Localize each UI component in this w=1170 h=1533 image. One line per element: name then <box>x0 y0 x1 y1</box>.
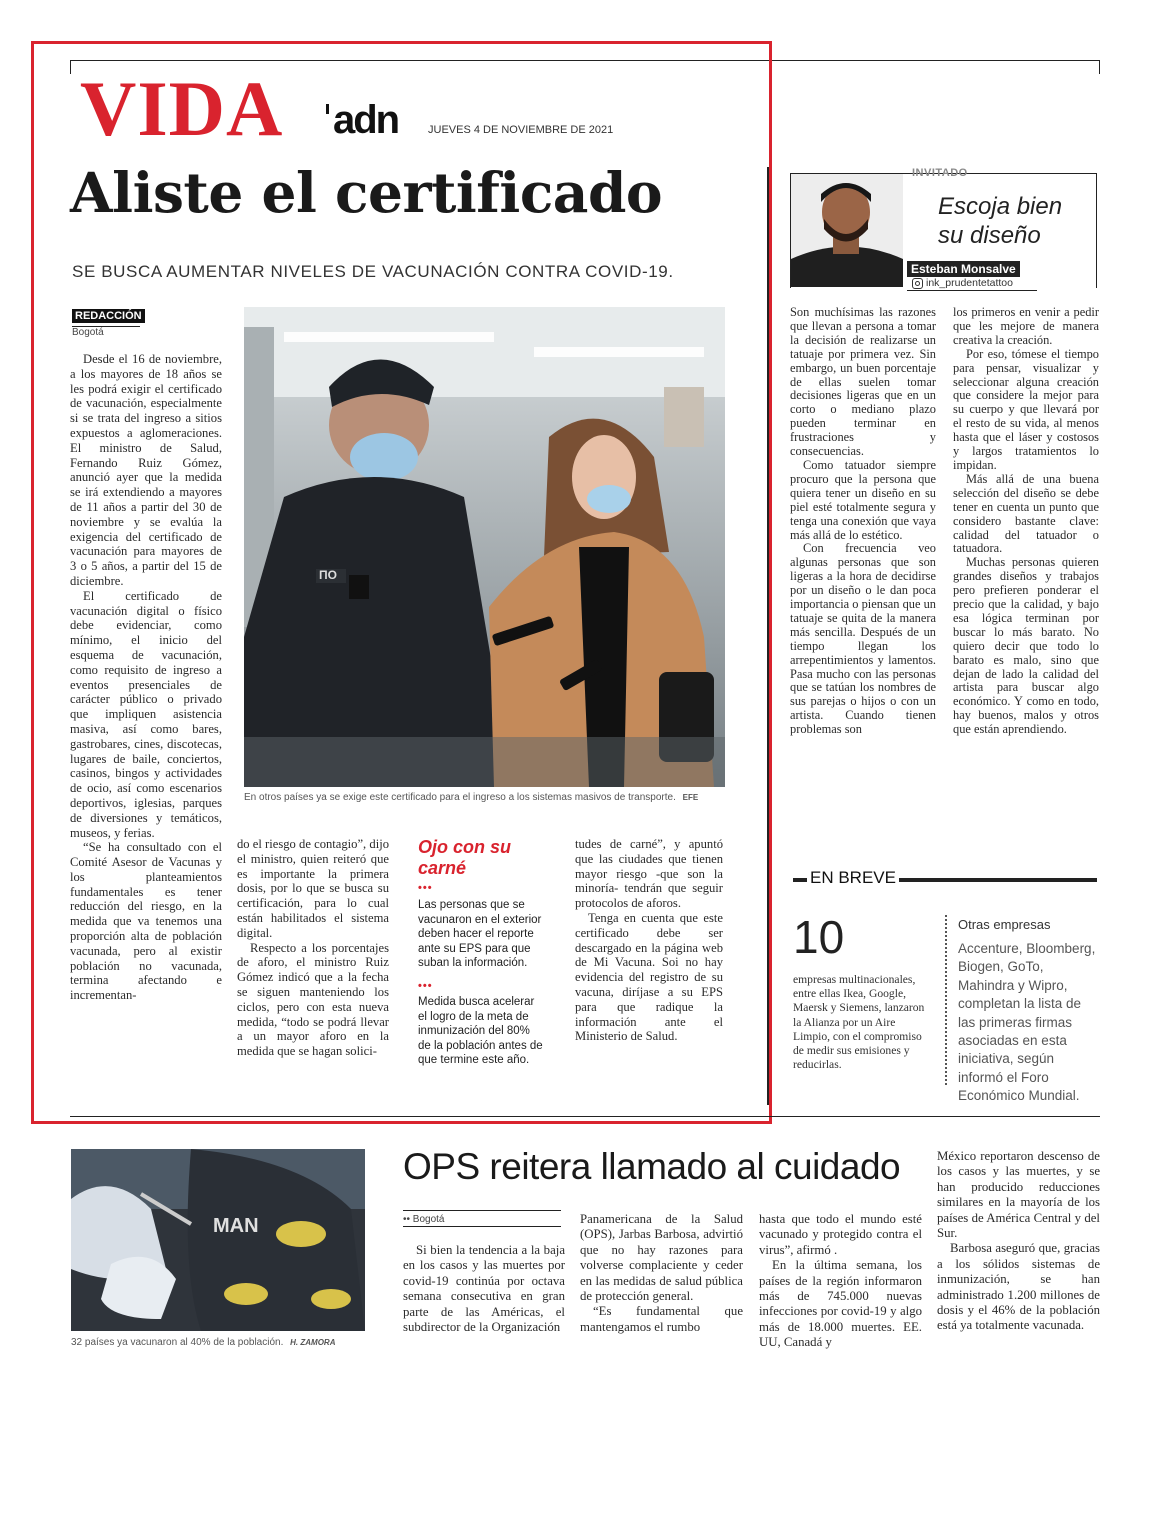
paragraph: Muchas personas quieren grandes diseños y trabajos pero prefieren ponderar el precio que la calidad, y bajo esa lógica terminan por buscar lo más barato. No quiero decir que todo lo barato es malo, sino que dejan de lado la calidad del artista para buscar algo económico. Y como en todo, hay buenos, malos y otros que están aprendiendo. <box>953 555 1099 737</box>
paragraph: El certificado de vacunación digital o físico debe evidenciar, como mínimo, el inicio del esquema de vacunación, como requisito de ingreso a eventos presenciales de carácter público o privado que impliquen asistencia masiva, así como bares, gastrobares, cines, discotecas, lugares de baile, conciertos, casinos, bingos y actividades de ocio, así como escenarios deportivos, iglesias, parques de diversiones y temáticos, museos, y ferias. <box>70 588 222 840</box>
ops-column-1 <box>403 1243 565 1335</box>
sidebar-title: Ojo con su carné <box>418 837 512 878</box>
sidebar-item-2: Medida busca acelerar el logro de la meta de inmunización del 80% de la población antes de que termine este año. <box>418 996 543 1066</box>
paragraph: “Se ha consultado con el Comité Asesor de Vacunas y los planteamientos fundamentales es tener reducción del riesgo, en la medida que va tenemos una proporción alta de población vacunada, pero al existir población no vacunada, termina afectando e incrementan- <box>70 840 222 1003</box>
byline: REDACCIÓN <box>72 309 145 323</box>
caption-text: 32 países ya vacunaron al 40% de la población. <box>71 1337 284 1348</box>
paragraph: Desde el 16 de noviembre, a los mayores de 18 años se les podrá exigir el certificado de vacunación, especialmente si se trata del ingreso a sitios expuestos a aglomeraciones. El ministro de Salud, Fernando Ruiz Gómez, anunció ayer que la medida se irá extendiendo a mayores de 11 años a partir del 30 de noviembre y se evalúa la exigencia del certificado de vacunación para mayores de 3 o 5 años, a partir del 15 de diciembre. <box>70 352 222 588</box>
ops-photo-illustration <box>71 1149 365 1331</box>
ops-column-2 <box>580 1212 743 1335</box>
sidebar-dots: ••• <box>418 882 433 894</box>
sidebar-item-1: Las personas que se vacunaron en el exterior deben hacer el reporte ante su EPS para que suban la información. <box>418 899 542 969</box>
author-photo <box>791 174 903 287</box>
highlight-frame <box>31 41 772 1124</box>
brief-right-text: Accenture, Bloomberg, Biogen, GoTo, Mahindra y Wipro, completan la lista de las primeras firmas asociadas en esta iniciativa, según informó el Foro Económico Mundial. <box>958 941 1096 1104</box>
brief-right-title: Otras empresas <box>958 917 1051 932</box>
author-portrait <box>791 174 903 287</box>
paragraph: hasta que todo el mundo esté vacunado y protegido contra el virus”, afirmó . <box>759 1212 922 1257</box>
ops-caption <box>71 1337 335 1348</box>
ops-column-3 <box>759 1212 922 1351</box>
paragraph: do el riesgo de contagio”, dijo el ministro, quien reiteró que es importante la primera dosis, por lo que se busca su certificación, para lo cual están habilitados el sistema digital. <box>237 837 389 940</box>
photo-credit: EFE <box>682 793 699 802</box>
brief-divider <box>945 915 947 1085</box>
main-subhead: SE BUSCA AUMENTAR NIVELES DE VACUNACIÓN CONTRA COVID-19. <box>72 262 674 281</box>
ops-place-rule <box>403 1226 561 1227</box>
main-headline: Aliste el certificado <box>70 160 663 225</box>
section-rule <box>70 1116 1100 1117</box>
caption-text: En otros países ya se exige este certificado para el ingreso a los sistemas masivos de transporte. <box>244 792 676 803</box>
paragraph: Son muchísimas las razones que llevan a persona a tomar la decisión de realizarse un tatuaje por primera vez. Sin embargo, un buen porcentaje de ellas suelen tomar decisiones ligeras que en un corto o mediano plazo pueden terminar en frustraciones y consecuencias. <box>790 305 936 459</box>
author-handle <box>912 277 1013 289</box>
author-name: Esteban Monsalve <box>907 261 1020 277</box>
ops-place: •• Bogotá <box>403 1214 445 1225</box>
opinion-column-2 <box>953 306 1099 737</box>
brief-text: empresas multinacionales, entre ellas Ikea, Google, Maersk y Siemens, lanzaron la Alianza por un Aire Limpio, con el compromiso de medir sus emisiones y reducirlas. <box>793 973 925 1072</box>
paragraph: “Es fundamental que mantengamos el rumbo <box>580 1304 743 1334</box>
handle-rule <box>907 290 1037 291</box>
enbreve-label: EN BREVE <box>807 868 899 888</box>
handle-text: ink_prudentetattoo <box>926 277 1013 289</box>
paragraph: Tenga en cuenta que este certificado debe ser descargado en la página web de Mi Vacuna. Soi no hay evidencia del registro de su vacuna, diríjase a su EPS para que radique la información ante el Ministerio de Salud. <box>575 910 723 1044</box>
shirt-text: MAN <box>213 1215 259 1237</box>
paragraph: Panamericana de la Salud (OPS), Jarbas Barbosa, advirtió que no hay razones para volverse complaciente y ceder en las medidas de salud pública de protección general. <box>580 1212 743 1304</box>
ops-column-4 <box>937 1149 1100 1334</box>
photo-credit: H. ZAMORA <box>290 1338 336 1347</box>
paragraph: Respecto a los porcentajes de aforo, el ministro Ruiz Gómez indicó que a la fecha se siguen manteniendo los ciclos, pero con esta nueva medida, “todo se podrá llevar a un mayor aforo en la medida que se hagan solici- <box>237 940 389 1059</box>
paragraph: los primeros en venir a pedir que les mejore de manera creativa la creación. <box>953 305 1099 347</box>
paragraph: México reportaron descenso de los casos y las muertes, y se han producido reducciones similares en la mayoría de los países de América Central y del Sur. <box>937 1149 1100 1241</box>
paragraph: Por eso, tómese el tiempo para pensar, visualizar y seleccionar alguna creación que considere la mejor para su cuerpo y que llevará por el resto de su vida, al menos hasta que el láser y costosos y largos tratamientos lo impidan. <box>953 346 1099 472</box>
opinion-title: Escoja bien su diseño <box>938 193 1063 249</box>
brand-logo: adn <box>333 98 399 142</box>
badge-text: ПО <box>319 568 337 582</box>
place-text: Bogotá <box>412 1214 445 1225</box>
brief-number: 10 <box>793 911 845 963</box>
opinion-column-1 <box>790 306 936 737</box>
dateline: JUEVES 4 DE NOVIEMBRE DE 2021 <box>428 124 614 136</box>
instagram-icon <box>912 278 923 289</box>
top-rule-tick-right <box>1099 60 1100 74</box>
dateline-place: Bogotá <box>72 327 104 338</box>
ops-photo <box>71 1149 365 1331</box>
ops-place-rule-top <box>403 1210 561 1211</box>
sidebar-dots: ••• <box>418 980 433 992</box>
paragraph: tudes de carné”, y apuntó que las ciudades que tienen mayor riesgo -que son la minoría- tendrán que seguir protocolos de aforos. <box>575 837 723 911</box>
paragraph: Barbosa aseguró que, gracias a los sólidos sistemas de inmunización, se han administrado 1.200 millones de dosis y el 46% de la población está ya totalmente vacunada. <box>937 1241 1100 1333</box>
ops-headline: OPS reitera llamado al cuidado <box>403 1146 901 1187</box>
paragraph: Con frecuencia veo algunas personas que son ligeras a la hora de decidirse por un diseño o le dan poca importancia o piensan que un tatuaje se quita de la manera más sencilla. Después de un tiempo llegan los arrepentimientos y lamentos. Pasa mucho con las personas que se tatúan los nombres de sus parejas o hijos o con un artista. Cuando tienen problemas son <box>790 541 936 737</box>
section-title: VIDA <box>80 65 284 152</box>
paragraph: Más allá de una buena selección del diseño se debe tener en cuenta un punto que considero bastante clave: calidad del tatuador o tatuadora. <box>953 471 1099 556</box>
paragraph: Como tatuador siempre procuro que la persona que quiera tener un diseño en su piel esté totalmente segura y tenga una conexión que vaya más allá de lo estético. <box>790 457 936 542</box>
paragraph: Si bien la tendencia a la baja en los casos y las muertes por covid-19 continúa por octava semana consecutiva en gran parte de las Américas, el subdirector de la Organización <box>403 1243 565 1335</box>
paragraph: En la última semana, los países de la región informaron más de 745.000 nuevas infecciones por covid-19 y algo más de 18.000 muertes. EE. UU, Canadá y <box>759 1258 922 1350</box>
opinion-label: INVITADO <box>912 167 968 179</box>
